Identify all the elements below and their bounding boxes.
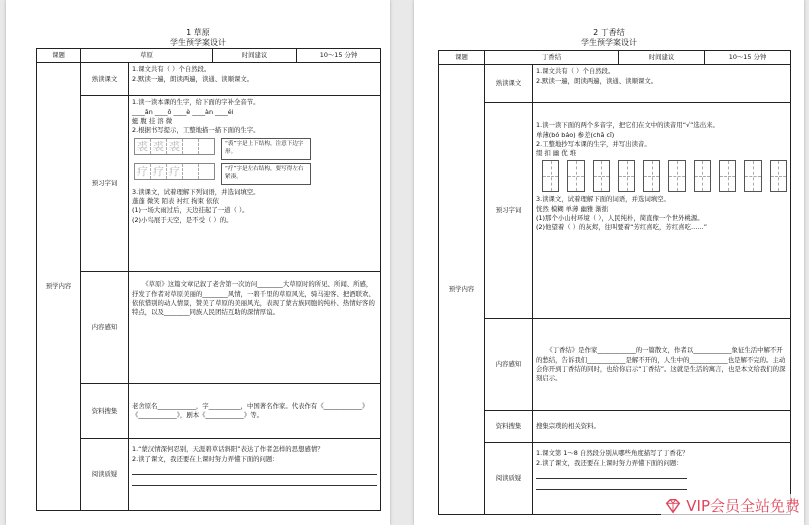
writing-box[interactable] bbox=[719, 160, 736, 192]
header-cell: 草原 bbox=[81, 49, 213, 63]
text-line: 1.课文共有（ ）个自然段。 bbox=[132, 65, 211, 74]
text-line: 2.根据书写提示，工整地描一描下面的生字。 bbox=[132, 126, 260, 135]
writing-box[interactable] bbox=[694, 160, 711, 192]
answer-line[interactable] bbox=[536, 481, 687, 490]
text-paragraph: 老舍原名____________，字__________，中国著名作家。代表作有《____________》《____________》，剧本《____________》等。 bbox=[132, 402, 369, 420]
row-label: 熟读课文 bbox=[485, 65, 533, 103]
left-lesson-title: 1 草原 bbox=[186, 28, 210, 37]
header-cell: 时间建议 bbox=[619, 51, 705, 65]
answer-line[interactable] bbox=[132, 466, 377, 475]
writing-box[interactable] bbox=[567, 160, 584, 192]
text-line: 缀 扣 幽 优 堆 bbox=[536, 149, 577, 158]
text-line: 单薄(bó báo) 参差(chā cī) bbox=[536, 130, 615, 139]
text-paragraph: 《草原》这篇文章记叙了老舍第一次访问________大草原时的所见、所闻、所感，抒发了作者对草原美丽的________风情，一碧千里的草原风光，骑马迎客、把酒联欢、依依惜别的动人情景，赞美了草原的美丽风光，表现了蒙古族同胞的纯朴、热情好客的特点，以及________同族人民团结互助的深情厚谊。 bbox=[132, 280, 375, 317]
right-page bbox=[414, 0, 804, 525]
writing-tip: “疗”字是左右结构，要写得左右紧凑。 bbox=[221, 163, 311, 185]
answer-line[interactable] bbox=[536, 470, 687, 479]
text-line: ____ǎn ____ǒ ____è ____àn ____éi bbox=[132, 107, 234, 116]
writing-box[interactable] bbox=[668, 160, 685, 192]
row-label: 内容感知 bbox=[485, 319, 533, 411]
text-line: 1.课文共有（ ）个自然段。 bbox=[536, 67, 615, 76]
text-line: 1.“蒙汉情深何忍别，天涯碧草话斜阳”表达了作者怎样的思想感情？ bbox=[132, 445, 324, 454]
text-line: 2.工整地抄写本课的生字，并写出读音。 bbox=[536, 139, 651, 148]
left-page bbox=[6, 0, 390, 525]
row-label: 预习字词 bbox=[81, 96, 129, 272]
row-label: 资料搜集 bbox=[81, 384, 129, 439]
section-label: 预学内容 bbox=[439, 65, 485, 515]
text-line: (2)小鸟展于天空，是不受（ ）的。 bbox=[132, 215, 233, 224]
trace-char: 裘 bbox=[167, 139, 183, 154]
text-line: 2.默读一遍，朗读两遍，读通、读顺课文。 bbox=[536, 76, 658, 85]
section-label: 预学内容 bbox=[37, 63, 81, 511]
left-subtitle: 学生预学案设计 bbox=[170, 38, 226, 47]
text-line: 2.默读一遍，朗读两遍，读通、读顺课文。 bbox=[132, 74, 254, 83]
left-table bbox=[36, 48, 381, 511]
trace-char: 疗 bbox=[135, 164, 151, 179]
text-line: 搜集宗璞的相关资料。 bbox=[536, 422, 600, 431]
header-cell: 时间建议 bbox=[213, 49, 297, 63]
trace-char: 裘 bbox=[151, 139, 167, 154]
watermark-text: VIP会员全站免费 bbox=[686, 497, 800, 515]
text-line: (1)那个小山村环境（ ），人民纯朴，简直像一个世外桃源。 bbox=[536, 213, 704, 222]
text-line: 恍然 模糊 单薄 幽雅 渐拙 bbox=[536, 204, 609, 213]
row-label: 内容感知 bbox=[81, 272, 129, 384]
row-label: 预习字词 bbox=[485, 103, 533, 319]
text-line: 蜓 腹 挂 溶 微 bbox=[132, 116, 173, 125]
text-line: 2.读了课文，我还要在上课时努力弄懂下面的问题： bbox=[536, 458, 683, 467]
copy-boxes bbox=[542, 160, 787, 192]
right-table bbox=[438, 50, 791, 515]
writing-box[interactable] bbox=[593, 160, 610, 192]
right-lesson-title: 2 丁香结 bbox=[593, 28, 625, 37]
text-paragraph: 《丁香结》是作家____________的一篇散文，作者以____________象征生活中解不开的愁结，告诉我们____________是解不开的，人生中的____________也是解不完的。主动会你开到丁香结的同时，也给你启示“丁香结”。这就是生活的寓言，也是本文给我们的深刻启示。 bbox=[536, 346, 786, 383]
writing-box[interactable] bbox=[770, 160, 787, 192]
text-line: 3.读课文，试着理解下列词语，并选词填空。 bbox=[132, 187, 260, 196]
text-line: 1.读一读本课的生字，给下面的字补全音节。 bbox=[132, 98, 260, 107]
trace-char: 疗 bbox=[167, 164, 183, 179]
text-line: 2.读了课文，我还要在上课时努力弄懂下面的问题： bbox=[132, 454, 279, 463]
vip-watermark[interactable] bbox=[661, 494, 803, 517]
header-cell: 课题 bbox=[439, 51, 485, 65]
trace-char: 疗 bbox=[151, 164, 167, 179]
trace-char: 裘 bbox=[135, 139, 151, 154]
header-cell: 10～15 分钟 bbox=[297, 49, 381, 63]
right-subtitle: 学生预学案设计 bbox=[581, 38, 637, 47]
row-label: 阅读质疑 bbox=[485, 443, 533, 515]
text-line: 1.读一读下面的两个多音字，把它们在文中的读音用“√”选出来。 bbox=[536, 121, 719, 130]
writing-box[interactable] bbox=[643, 160, 660, 192]
row-label: 阅读质疑 bbox=[81, 439, 129, 511]
tracing-grid bbox=[134, 138, 215, 155]
answer-line[interactable] bbox=[132, 477, 377, 486]
row-label: 熟读课文 bbox=[81, 63, 129, 96]
writing-box[interactable] bbox=[744, 160, 761, 192]
text-line: (1)一场大雨过后，天边挂起了一道（ ）。 bbox=[132, 206, 249, 215]
row-label: 资料搜集 bbox=[485, 411, 533, 443]
header-cell: 课题 bbox=[37, 49, 81, 63]
writing-box[interactable] bbox=[542, 160, 559, 192]
text-line: 1.课文第 1～8 自然段分别从哪些角度描写了丁香花？ bbox=[536, 449, 689, 458]
tracing-grid bbox=[134, 163, 215, 180]
header-cell: 丁香结 bbox=[485, 51, 619, 65]
text-line: 蓬蓬 微笑 陌表 衬红 拘束 依依 bbox=[132, 197, 219, 205]
header-cell: 10～15 分钟 bbox=[705, 51, 791, 65]
writing-box[interactable] bbox=[618, 160, 635, 192]
text-line: 3.读课文，试着理解下面的词语，并选词填空。 bbox=[536, 195, 670, 204]
text-line: (2)他望着（ ）的灰烬，往叫要着“芳红喜吃，芳红喜吃……” bbox=[536, 223, 708, 232]
writing-tip: “裘”字是上下结构，注意下边字形。 bbox=[221, 138, 311, 160]
diamond-icon bbox=[664, 497, 682, 515]
